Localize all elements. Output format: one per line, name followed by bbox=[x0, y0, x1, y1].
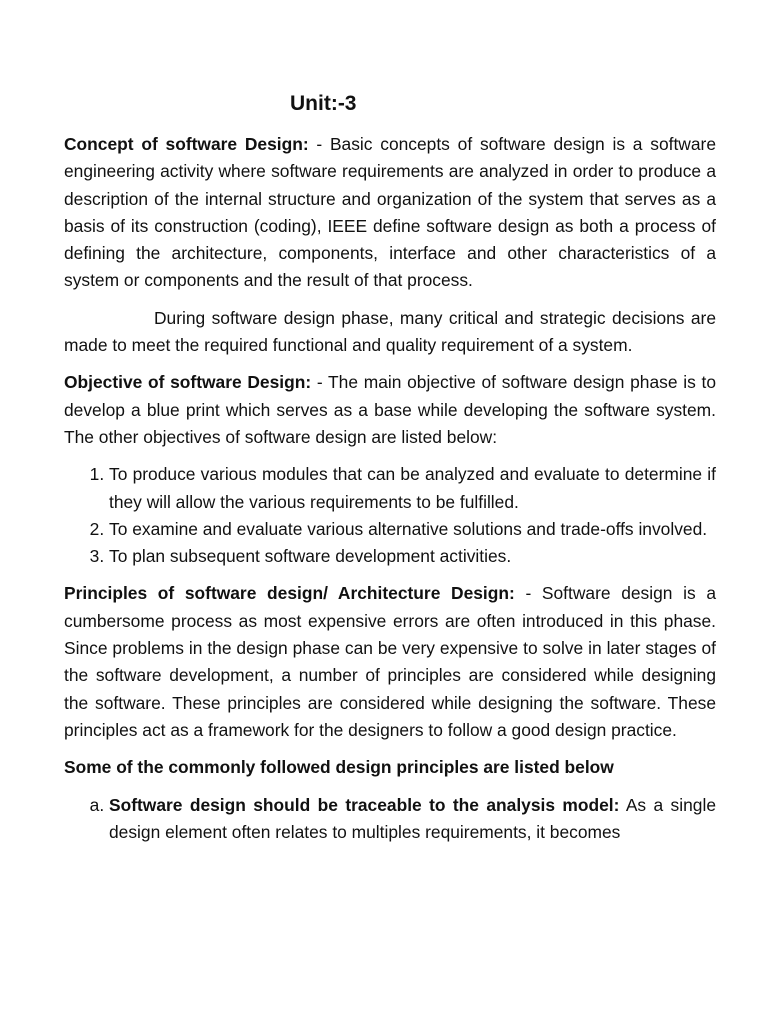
page-title: Unit:-3 bbox=[290, 92, 357, 115]
principle-item-a-text: As a single design element often relates to multiples requirements, it becomes bbox=[109, 794, 716, 842]
objective-heading: Objective of software Design: bbox=[64, 372, 312, 393]
concept-paragraph bbox=[64, 131, 716, 295]
concept-text: - Basic concepts of software design is a software engineering activity where software requirements are analyzed in order to produce a description of the internal structure and organization of the system that serves as a basis of its construction (coding), IEEE define software design as both a process of defining the architecture, components, interface and other characteristics of a system or components and the result of that process. bbox=[64, 134, 716, 291]
objective-item-3: 3. To plan subsequent software development activities. bbox=[109, 543, 716, 570]
common-principles-heading: Some of the commonly followed design principles are listed below bbox=[64, 757, 614, 778]
objective-text: - The main objective of software design phase is to develop a blue print which serves as a base while developing the software system. The other objectives of software design are listed below: bbox=[64, 372, 716, 447]
principle-item-a bbox=[109, 792, 716, 847]
document-body bbox=[64, 131, 716, 856]
objective-item-2: 2. To examine and evaluate various alternative solutions and trade-offs involved. bbox=[109, 516, 716, 543]
principles-paragraph bbox=[64, 580, 716, 744]
phase-paragraph: During software design phase, many critical and strategic decisions are made to meet the required functional and quality requirement of a system. bbox=[64, 307, 716, 356]
principles-heading: Principles of software design/ Architecture Design: bbox=[64, 583, 515, 604]
objectives-list bbox=[64, 461, 716, 570]
principles-list bbox=[64, 792, 716, 847]
objective-paragraph bbox=[64, 369, 716, 451]
principle-item-a-label: Software design should be traceable to the analysis model: bbox=[109, 794, 620, 815]
concept-heading: Concept of software Design: bbox=[64, 134, 309, 154]
principles-text: - Software design is a cumbersome process as most expensive errors are often introduced in this phase. Since problems in the design phase can be very expensive to solve in later stages of the software development, a number of principles are considered while designing the software. These principles are considered while designing the software. These principles act as a framework for the designers to follow a good design practice. bbox=[64, 583, 716, 740]
objective-item-1: 1. To produce various modules that can be analyzed and evaluate to determine if they will allow the various requirements to be fulfilled. bbox=[109, 461, 716, 516]
